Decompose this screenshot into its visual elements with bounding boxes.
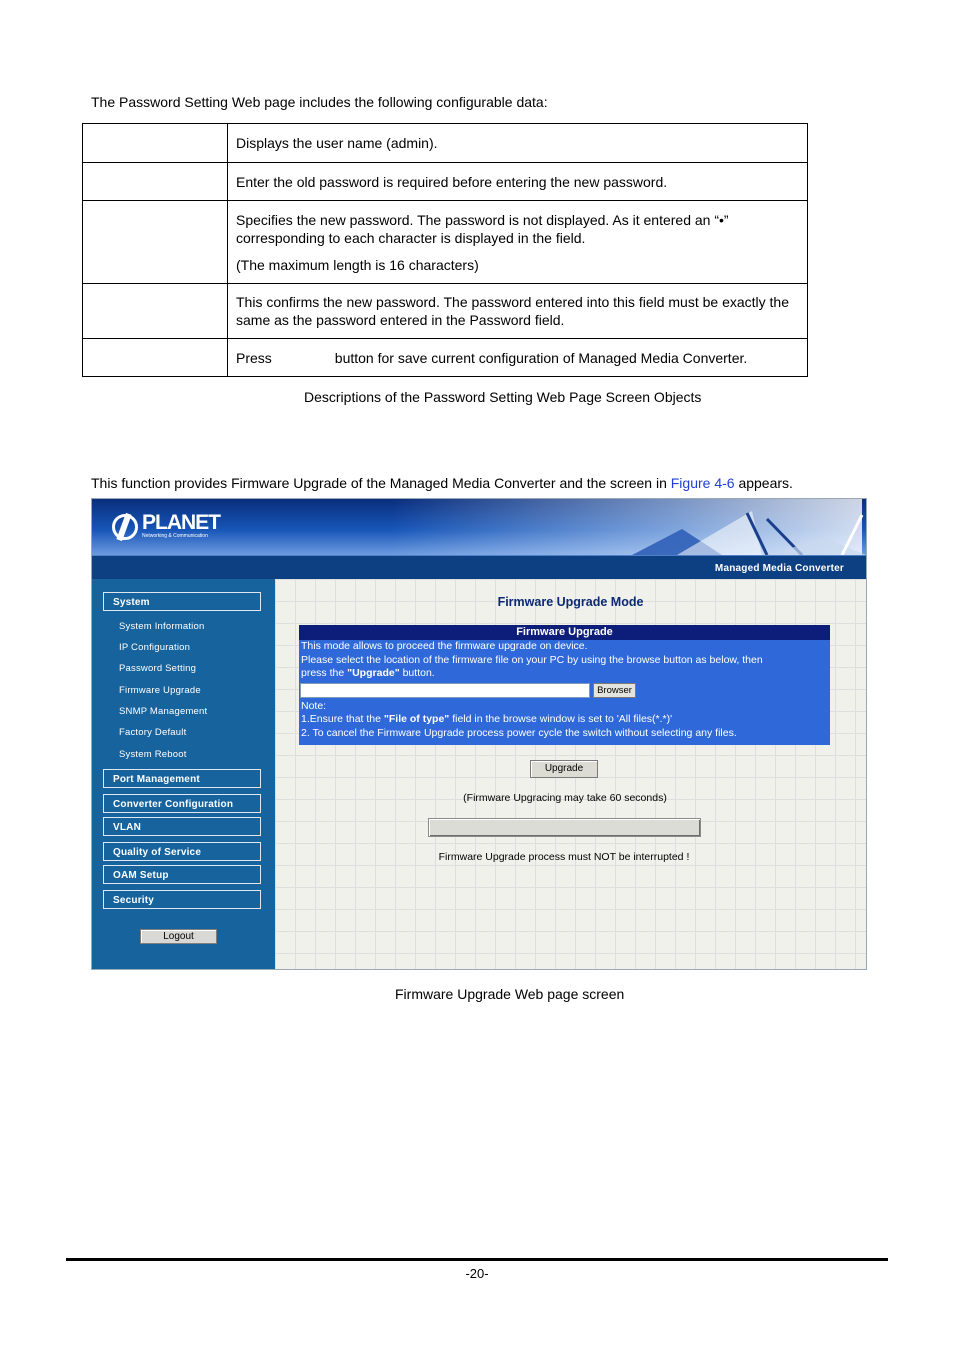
firmware-upgrade-panel xyxy=(299,625,830,745)
table-row xyxy=(83,201,808,284)
description-text: This confirms the new password. The password entered into this field must be exactly the same as the password entered in the Password field. xyxy=(236,294,790,328)
interrupt-warning: Firmware Upgrade process must NOT be interrupted ! xyxy=(438,851,690,863)
planet-logo-icon xyxy=(112,514,138,540)
sidebar-link-password-setting[interactable]: Password Setting xyxy=(119,663,197,674)
firmware-upgrade-screenshot xyxy=(91,498,867,970)
browse-button[interactable]: Browser xyxy=(593,683,636,698)
description-cell xyxy=(228,339,808,377)
sidebar xyxy=(92,579,275,970)
description-text: Enter the old password is required before entering the new password. xyxy=(236,173,668,190)
firmware-file-input[interactable] xyxy=(300,683,590,698)
sidebar-item-system[interactable]: System xyxy=(103,592,261,611)
object-cell xyxy=(83,124,228,163)
logo-tagline: Networking & Communication xyxy=(142,533,208,539)
sidebar-item-oam-setup[interactable]: OAM Setup xyxy=(103,865,261,884)
instruction-line xyxy=(299,667,830,681)
description-text: Displays the user name (admin). xyxy=(236,135,438,151)
sidebar-link-system-information[interactable]: System Information xyxy=(119,621,205,632)
upgrade-button[interactable]: Upgrade xyxy=(530,760,598,778)
press-text: Press xyxy=(236,349,272,366)
description-table xyxy=(82,123,808,377)
object-cell xyxy=(83,339,228,377)
header-banner xyxy=(92,499,866,555)
table-row xyxy=(83,339,808,377)
table-row xyxy=(83,163,808,201)
press-description: button for save current configuration of Managed Media Converter. xyxy=(334,349,748,366)
sidebar-link-firmware-upgrade[interactable]: Firmware Upgrade xyxy=(119,685,201,696)
intro-text: The Password Setting Web page includes the following configurable data: xyxy=(91,94,548,110)
description-cell xyxy=(228,163,808,201)
instruction-text: button. xyxy=(402,667,435,679)
description-cell xyxy=(228,124,808,163)
section-paragraph xyxy=(91,475,793,491)
product-title-bar xyxy=(92,555,866,579)
sidebar-link-system-reboot[interactable]: System Reboot xyxy=(119,749,187,760)
sidebar-item-converter-configuration[interactable]: Converter Configuration xyxy=(103,794,261,813)
note-line xyxy=(299,713,830,727)
sidebar-item-security[interactable]: Security xyxy=(103,890,261,909)
figure-caption: Firmware Upgrade Web page screen xyxy=(395,986,625,1002)
paragraph-text: appears. xyxy=(738,475,793,491)
planet-logo xyxy=(112,513,220,540)
page-title: Firmware Upgrade Mode xyxy=(497,595,644,609)
sidebar-item-quality-of-service[interactable]: Quality of Service xyxy=(103,842,261,861)
footer-divider xyxy=(66,1258,888,1261)
note-line: 2. To cancel the Firmware Upgrade process power cycle the switch without selecting any files. xyxy=(301,726,737,739)
object-cell xyxy=(83,163,228,201)
note-bold: "File of type" xyxy=(383,713,450,725)
instruction-text: press the xyxy=(301,667,345,679)
note-text: 1.Ensure that the xyxy=(301,713,381,725)
upgrade-duration-note: (Firmware Upgracing may take 60 seconds) xyxy=(463,792,667,804)
sidebar-item-port-management[interactable]: Port Management xyxy=(103,769,261,788)
sidebar-link-factory-default[interactable]: Factory Default xyxy=(119,727,187,738)
logo-word: PLANET xyxy=(142,511,220,534)
sidebar-item-vlan[interactable]: VLAN xyxy=(103,817,261,836)
note-label: Note: xyxy=(301,699,327,712)
description-cell xyxy=(228,284,808,339)
file-select-row xyxy=(299,681,830,700)
table-row xyxy=(83,124,808,163)
description-text: Specifies the new password. The password is not displayed. As it entered an “•” corresponding to each character is displayed in the field. xyxy=(236,211,729,246)
building-graphic xyxy=(592,507,866,555)
note-text: field in the browse window is set to 'All files(*.*)' xyxy=(452,713,673,725)
object-cell xyxy=(83,201,228,284)
sidebar-link-ip-configuration[interactable]: IP Configuration xyxy=(119,642,191,653)
table-row xyxy=(83,284,808,339)
upgrade-progress-bar xyxy=(428,818,701,837)
figure-link[interactable]: Figure 4-6 xyxy=(670,475,735,491)
instruction-line: Please select the location of the firmware file on your PC by using the browse button as below, then xyxy=(301,653,763,666)
paragraph-text: This function provides Firmware Upgrade of the Managed Media Converter and the screen in xyxy=(91,475,667,491)
instruction-line: This mode allows to proceed the firmware upgrade on device. xyxy=(301,640,588,652)
instruction-bold: "Upgrade" xyxy=(347,667,400,679)
object-cell xyxy=(83,284,228,339)
product-title: Managed Media Converter xyxy=(714,563,844,574)
main-content xyxy=(275,579,866,970)
page-number: -20- xyxy=(465,1266,489,1281)
description-text: (The maximum length is 16 characters) xyxy=(236,256,479,273)
panel-title: Firmware Upgrade xyxy=(299,625,830,640)
table-caption: Descriptions of the Password Setting Web Page Screen Objects xyxy=(304,389,702,405)
sidebar-link-snmp-management[interactable]: SNMP Management xyxy=(119,706,208,717)
description-cell xyxy=(228,201,808,284)
logout-button[interactable]: Logout xyxy=(140,929,217,944)
